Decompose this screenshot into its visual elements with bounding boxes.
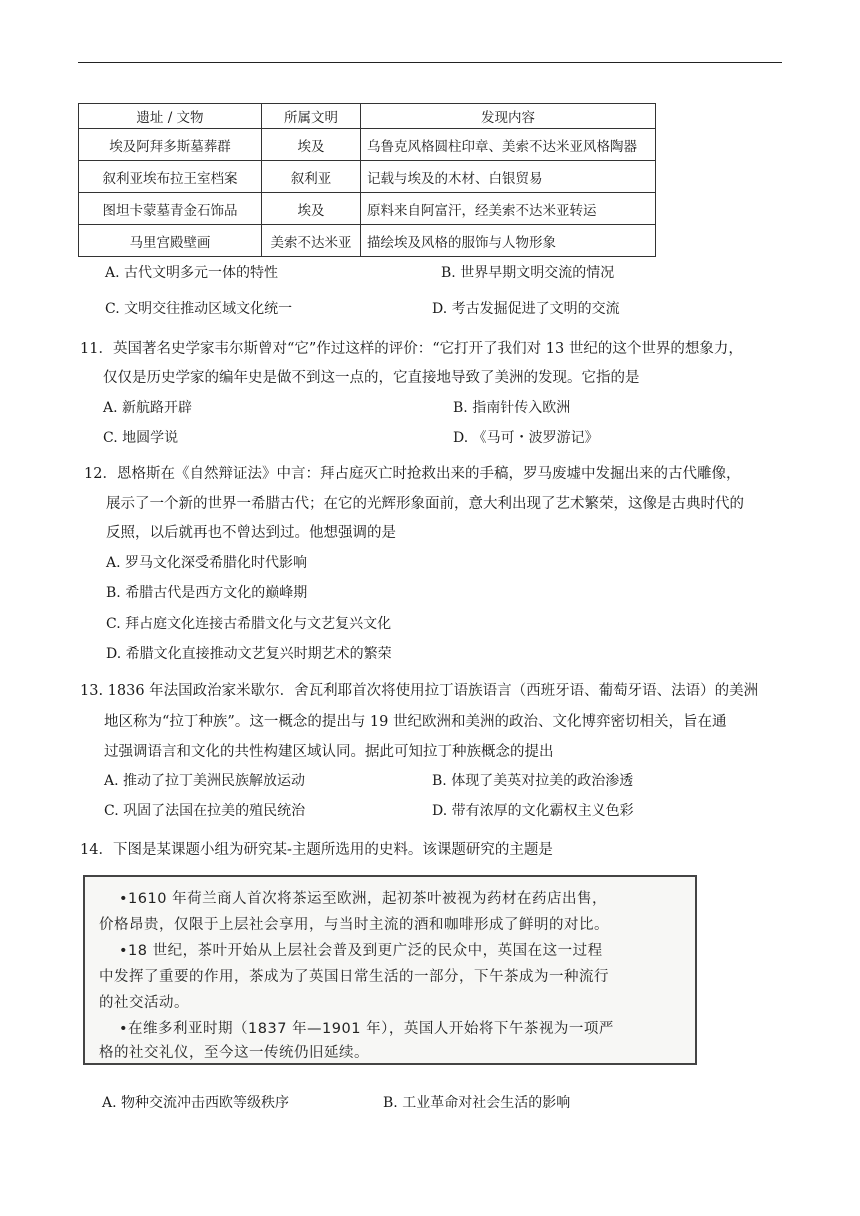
q11-stem-line1: 11．英国著名史学家韦尔斯曾对“它”作过这样的评价：“它打开了我们对 13 世纪的这个世界的想象力， bbox=[80, 341, 743, 357]
table-row bbox=[79, 193, 656, 225]
q13-stem-line2: 地区称为“拉丁种族”。这一概念的提出与 19 世纪欧洲和美洲的政治、文化博弈密切相关，旨在通 bbox=[104, 714, 727, 730]
q13-option-d: D. 带有浓厚的文化霸权主义色彩 bbox=[432, 803, 634, 819]
q12-stem-line3: 反照，以后就再也不曾达到过。他想强调的是 bbox=[106, 525, 396, 541]
table-row bbox=[79, 225, 656, 257]
table-cell: 美索不达米亚 bbox=[262, 225, 361, 257]
q14-stem: 14．下图是某课题小组为研究某-主题所选用的史料。该课题研究的主题是 bbox=[80, 842, 553, 858]
q13-option-c: C. 巩固了法国在拉美的殖民统治 bbox=[104, 803, 306, 819]
table-cell: 图坦卡蒙墓青金石饰品 bbox=[79, 193, 262, 225]
q11-option-c: C. 地圆学说 bbox=[103, 430, 179, 446]
q12-stem-line2: 展示了一个新的世界一希腊古代；在它的光辉形象面前，意大利出现了艺术繁荣，这像是古典时代的 bbox=[106, 496, 744, 512]
table-cell: 马里宫殿壁画 bbox=[79, 225, 262, 257]
q12-option-c: C. 拜占庭文化连接古希腊文化与文艺复兴文化 bbox=[106, 616, 392, 632]
q12-stem-line1: 12．恩格斯在《自然辩证法》中言：拜占庭灭亡时抢救出来的手稿，罗马废墟中发掘出来的古代雕像， bbox=[84, 466, 741, 482]
table-cell: 叙利亚 bbox=[262, 161, 361, 193]
q14-option-b: B. 工业革命对社会生活的影响 bbox=[383, 1095, 571, 1111]
table-cell: 原料来自阿富汗，经美索不达米亚转运 bbox=[361, 193, 656, 225]
material-line: 的社交活动。 bbox=[99, 995, 189, 1011]
table-cell: 埃及 bbox=[262, 193, 361, 225]
table-cell: 记载与埃及的木材、白银贸易 bbox=[361, 161, 656, 193]
table-header-row bbox=[79, 104, 656, 129]
q13-option-a: A. 推动了拉丁美洲民族解放运动 bbox=[104, 773, 306, 789]
material-line: 价格昂贵，仅限于上层社会享用，与当时主流的酒和咖啡形成了鲜明的对比。 bbox=[99, 917, 609, 933]
material-line: •1610 年荷兰商人首次将茶运至欧洲，起初茶叶被视为药材在药店出售， bbox=[119, 891, 608, 907]
q13-stem-line3: 过强调语言和文化的共性构建区域认同。据此可知拉丁种族概念的提出 bbox=[104, 744, 554, 760]
material-line: 中发挥了重要的作用，茶成为了英国日常生活的一部分，下午茶成为一种流行 bbox=[99, 969, 609, 985]
q12-option-b: B. 希腊古代是西方文化的巅峰期 bbox=[106, 585, 308, 601]
source-material-image bbox=[83, 875, 697, 1065]
material-line: •在维多利亚时期（1837 年—1901 年），英国人开始将下午茶视为一项严 bbox=[119, 1021, 614, 1037]
table-cell: 埃及 bbox=[262, 129, 361, 161]
q13-stem-line1: 13. 1836 年法国政治家米歇尔．舍瓦利耶首次将使用拉丁语族语言（西班牙语、葡萄牙语、法语）的美洲 bbox=[80, 683, 759, 699]
material-line: 格的社交礼仪，至今这一传统仍旧延续。 bbox=[99, 1045, 369, 1061]
q11-option-d: D. 《马可・波罗游记》 bbox=[453, 430, 599, 446]
q13-option-b: B. 体现了美英对拉美的政治渗透 bbox=[432, 773, 634, 789]
q10-option-d: D. 考古发掘促进了文明的交流 bbox=[432, 301, 620, 317]
header-rule bbox=[78, 62, 782, 63]
table-header: 遗址 / 文物 bbox=[79, 104, 262, 129]
artifact-table bbox=[78, 103, 656, 257]
material-line: •18 世纪，茶叶开始从上层社会普及到更广泛的民众中，英国在这一过程 bbox=[119, 943, 603, 959]
table-cell: 描绘埃及风格的服饰与人物形象 bbox=[361, 225, 656, 257]
table-header: 发现内容 bbox=[361, 104, 656, 129]
q10-option-b: B. 世界早期文明交流的情况 bbox=[441, 265, 615, 281]
q12-option-d: D. 希腊文化直接推动文艺复兴时期艺术的繁荣 bbox=[106, 646, 392, 662]
q10-option-a: A. 古代文明多元一体的特性 bbox=[105, 265, 279, 281]
q11-option-b: B. 指南针传入欧洲 bbox=[453, 400, 571, 416]
table-row bbox=[79, 161, 656, 193]
table-cell: 乌鲁克风格圆柱印章、美索不达米亚风格陶器 bbox=[361, 129, 656, 161]
q12-option-a: A. 罗马文化深受希腊化时代影响 bbox=[106, 555, 308, 571]
table-header: 所属文明 bbox=[262, 104, 361, 129]
table-cell: 埃及阿拜多斯墓葬群 bbox=[79, 129, 262, 161]
q14-option-a: A. 物种交流冲击西欧等级秩序 bbox=[102, 1095, 290, 1111]
q11-option-a: A. 新航路开辟 bbox=[103, 400, 193, 416]
table-cell: 叙利亚埃布拉王室档案 bbox=[79, 161, 262, 193]
q11-stem-line2: 仅仅是历史学家的编年史是做不到这一点的，它直接地导致了美洲的发现。它指的是 bbox=[103, 370, 640, 386]
table-row bbox=[79, 129, 656, 161]
q10-option-c: C. 文明交往推动区域文化统一 bbox=[105, 301, 293, 317]
